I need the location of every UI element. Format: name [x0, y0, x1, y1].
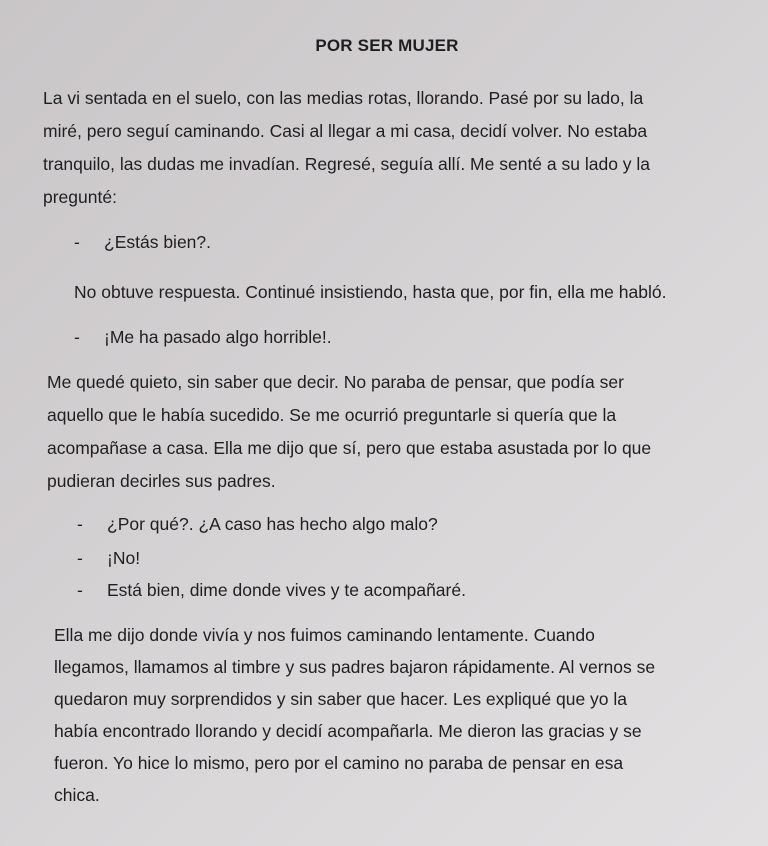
- paragraph-line: acompañase a casa. Ella me dijo que sí, pero que estaba asustada por lo que: [47, 438, 652, 458]
- paragraph-3: [47, 366, 651, 498]
- dialogue-text: ¿Estás bien?.: [104, 232, 211, 252]
- dialogue-dash: -: [74, 327, 80, 347]
- paragraph-4: [54, 619, 655, 811]
- paragraph-line: llegamos, llamamos al timbre y sus padres bajaron rápidamente. Al vernos se: [54, 657, 656, 677]
- dialogue-dash: -: [74, 232, 80, 252]
- paragraph-line: Ella me dijo donde vivía y nos fuimos caminando lentamente. Cuando: [54, 625, 595, 645]
- paragraph-line: chica.: [54, 785, 100, 805]
- paragraph-line: aquello que le había sucedido. Se me ocurrió preguntarle si quería que la: [47, 405, 617, 425]
- dialogue-text: ¡Me ha pasado algo horrible!.: [104, 327, 332, 347]
- dialogue-text: ¿Por qué?. ¿A caso has hecho algo malo?: [107, 514, 438, 534]
- paragraph-2: [74, 276, 666, 309]
- paragraph-line: tranquilo, las dudas me invadían. Regresé, seguía allí. Me senté a su lado y la: [43, 154, 651, 174]
- dialogue-dash: -: [77, 548, 83, 568]
- paragraph-line: La vi sentada en el suelo, con las medias rotas, llorando. Pasé por su lado, la: [43, 88, 644, 108]
- paragraph-line: pregunté:: [43, 187, 117, 207]
- paragraph-line: Me quedé quieto, sin saber que decir. No paraba de pensar, que podía ser: [47, 372, 624, 392]
- paragraph-1: [43, 82, 650, 214]
- paragraph-line: quedaron muy sorprendidos y sin saber que hacer. Les expliqué que yo la: [54, 689, 628, 709]
- dialogue-text: ¡No!: [107, 548, 141, 568]
- paragraph-line: miré, pero seguí caminando. Casi al llegar a mi casa, decidí volver. No estaba: [43, 121, 648, 141]
- dialogue-text: Está bien, dime donde vives y te acompañaré.: [107, 580, 466, 600]
- dialogue-dash: -: [77, 514, 83, 534]
- document-title: POR SER MUJER: [315, 36, 459, 55]
- paragraph-line: pudieran decirles sus padres.: [47, 471, 276, 491]
- paragraph-line: fueron. Yo hice lo mismo, pero por el camino no paraba de pensar en esa: [54, 753, 624, 773]
- paragraph-line: No obtuve respuesta. Continué insistiendo, hasta que, por fin, ella me habló.: [74, 282, 667, 302]
- paragraph-line: había encontrado llorando y decidí acompañarla. Me dieron las gracias y se: [54, 721, 642, 741]
- dialogue-dash: -: [77, 580, 83, 600]
